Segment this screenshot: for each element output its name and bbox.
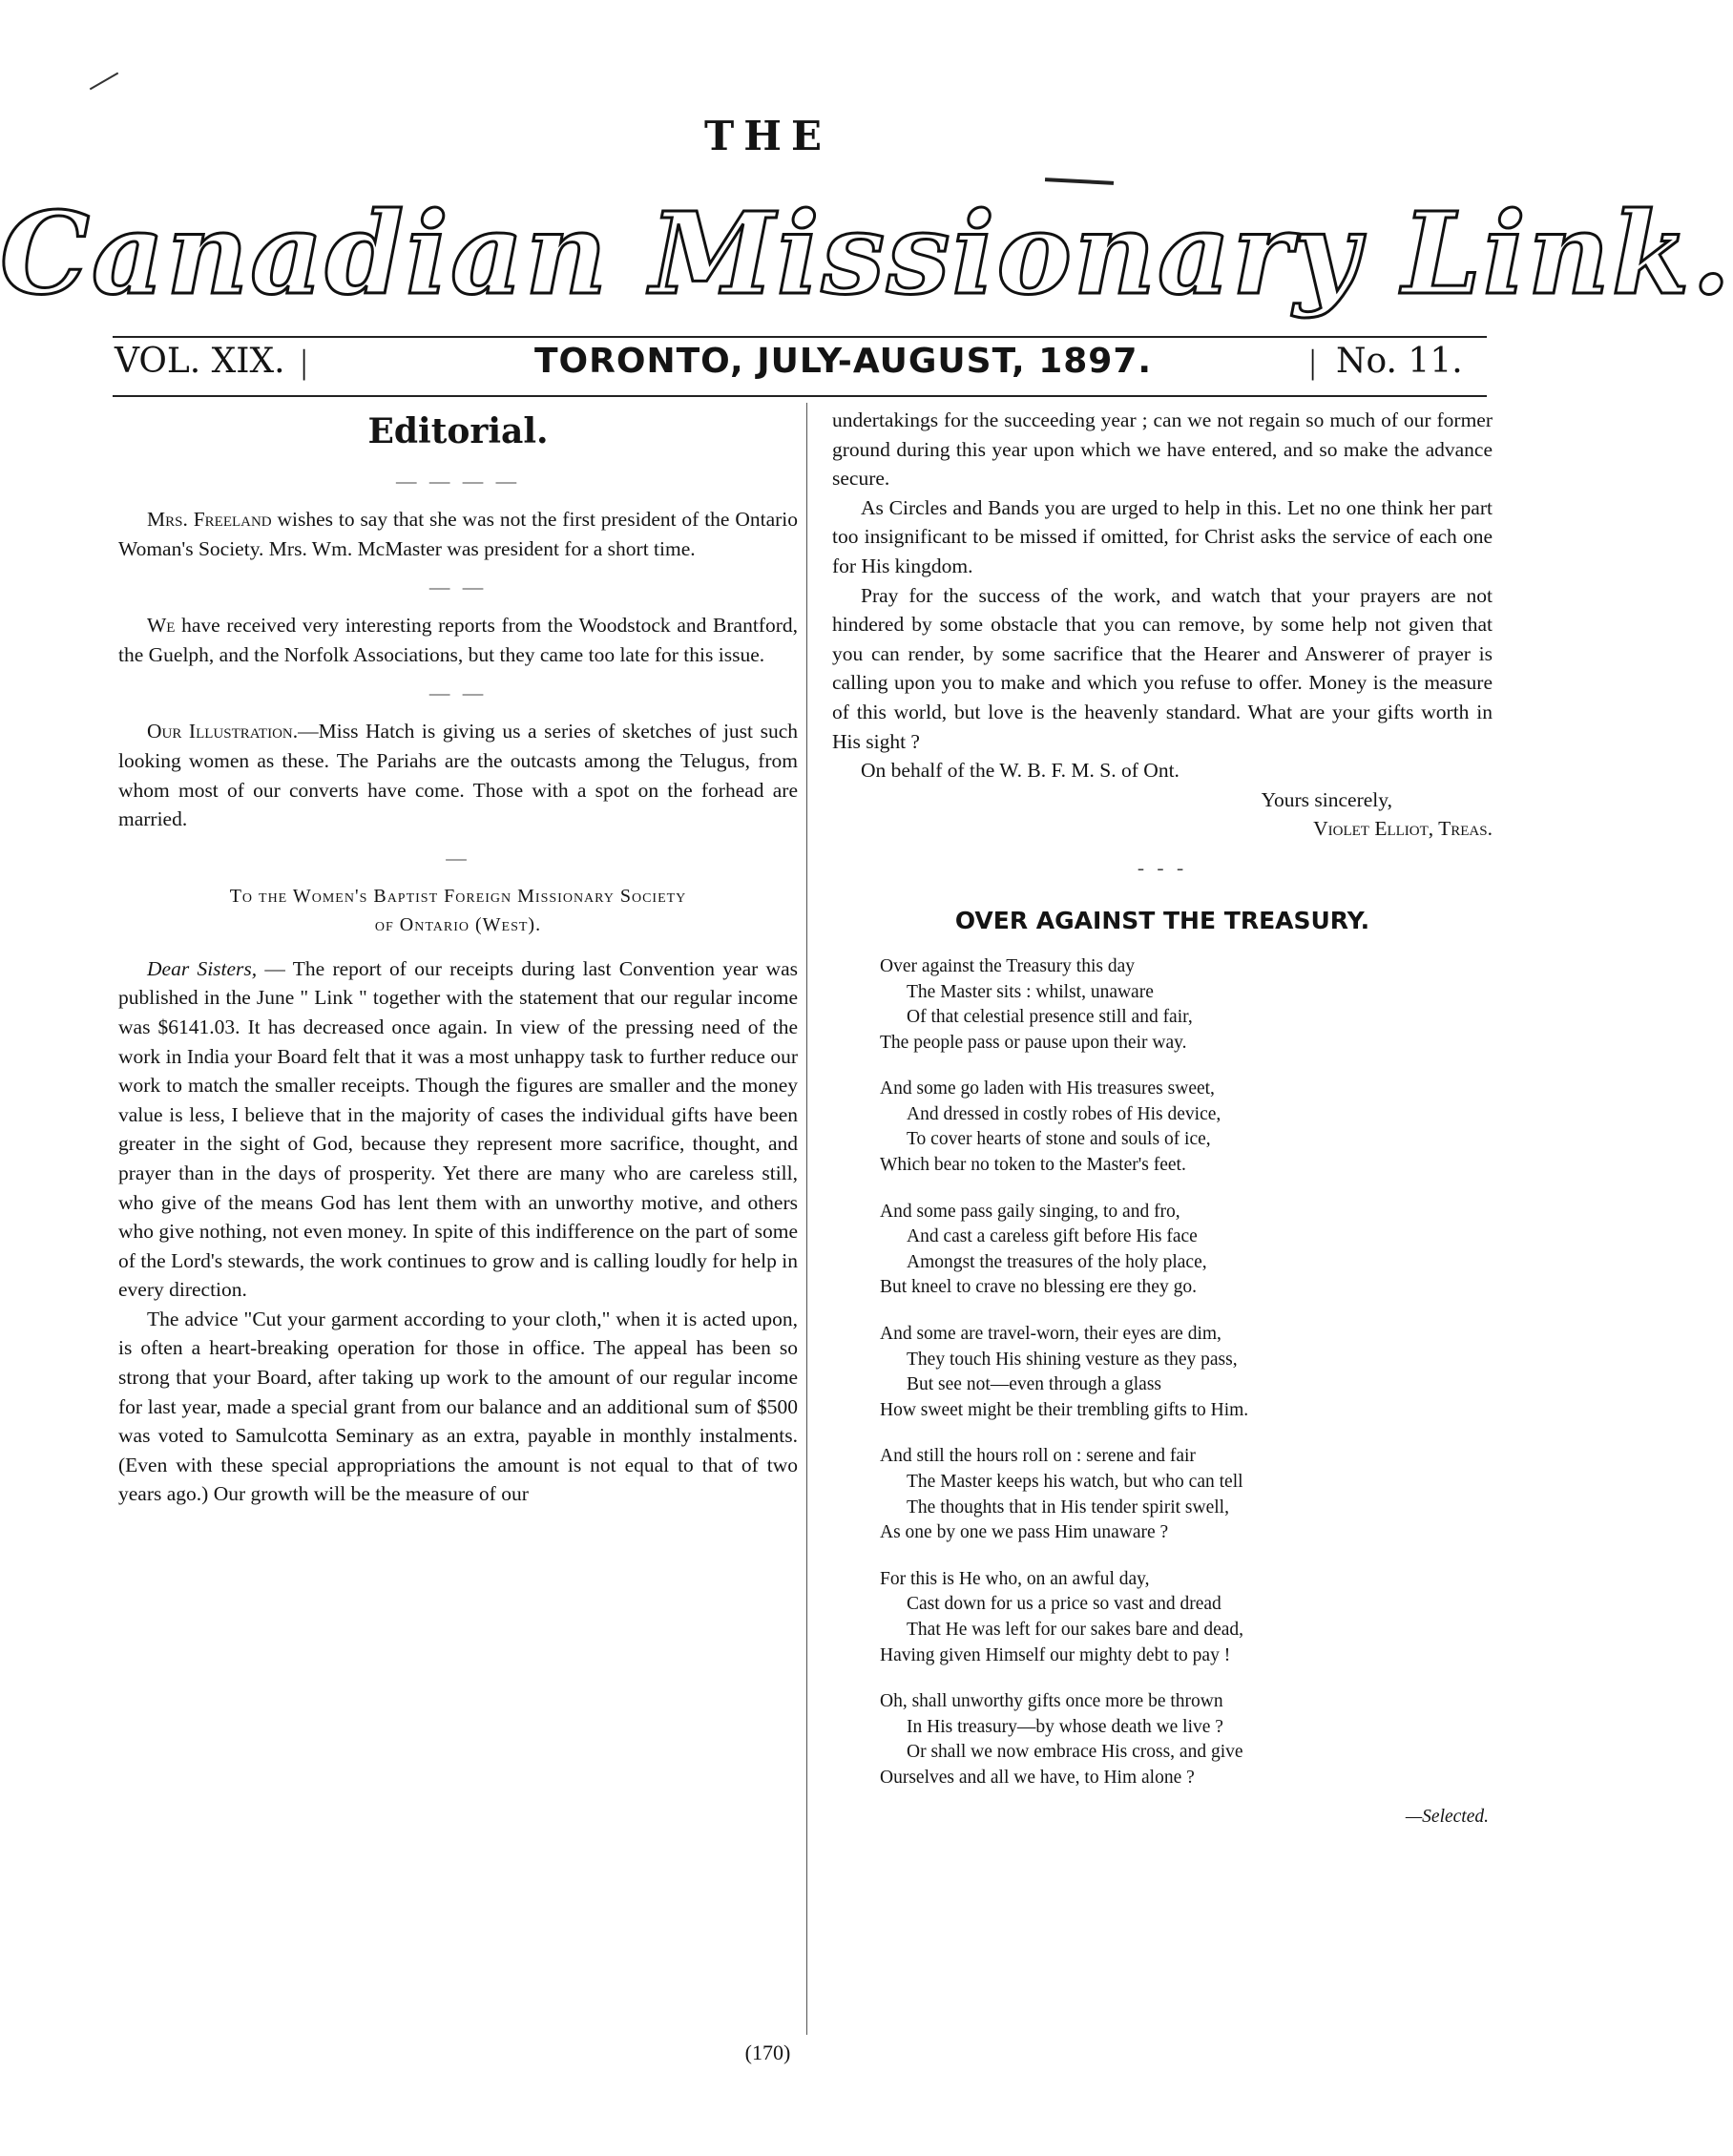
letter-paragraph: [118, 954, 798, 1305]
page-number: (170): [744, 2041, 791, 2064]
poem-line: The Master sits : whilst, unaware: [907, 981, 1154, 1002]
volume-number: VOL. XIX.: [115, 342, 285, 381]
poem-line: And some pass gaily singing, to and fro,: [880, 1201, 1180, 1222]
poem-line: Ourselves and all we have, to Him alone ?: [880, 1767, 1195, 1788]
letter-salutation: Dear Sisters,: [147, 956, 258, 980]
letter-sign-off: Yours sincerely,: [1261, 787, 1392, 811]
poem-line: Or shall we now embrace His cross, and give: [907, 1742, 1243, 1763]
letter-paragraph: As Circles and Bands you are urged to help in this. Let no one think her part too insignificant to be missed if omitted, for Christ asks the service of each one for His kingdom.: [832, 495, 1493, 577]
poem-stanza: [880, 954, 1493, 1056]
poem-line: Amongst the treasures of the holy place,: [907, 1251, 1207, 1272]
pencil-mark: [90, 73, 118, 91]
note-lead: Mrs. Freeland: [147, 508, 272, 531]
masthead-ornament: [1045, 178, 1114, 185]
right-column: [832, 406, 1493, 1832]
poem-line: And some are travel-worn, their eyes are dim,: [880, 1324, 1221, 1345]
poem-line: But kneel to crave no blessing ere they go.: [880, 1277, 1197, 1298]
header-rule-bottom: [113, 395, 1487, 397]
poem-line: They touch His shining vesture as they pass,: [907, 1349, 1238, 1370]
section-divider: — —: [428, 576, 488, 599]
issue-separator-right: |: [1309, 343, 1317, 381]
poem-line: The thoughts that in His tender spirit swell,: [907, 1497, 1229, 1518]
note-text: have received very interesting reports from the Woodstock and Brantford, the Guelph, and the Norfolk Associations, but they came too late for this issue.: [118, 614, 798, 666]
editorial-note-illustration: [118, 717, 798, 833]
poem-stanza: [880, 1567, 1493, 1668]
section-divider: — — — —: [395, 470, 521, 492]
left-column: [118, 406, 798, 1509]
poem-credit: —Selected.: [1405, 1806, 1489, 1827]
note-text: —Miss Hatch is giving us a series of sketches of just such looking women as these. The Pariahs are the outcasts among the Telugus, from whom most of our converts have come. Those with a spot on the forhead are married.: [118, 720, 798, 831]
poem-line: And dressed in costly robes of His device,: [907, 1103, 1221, 1124]
issue-date: TORONTO, JULY-AUGUST, 1897.: [534, 342, 1153, 381]
section-divider: —: [446, 846, 470, 869]
issue-separator-left: |: [301, 343, 308, 381]
address-line: of Ontario (West).: [374, 913, 542, 935]
poem-line: Having given Himself our mighty debt to pay !: [880, 1644, 1231, 1665]
letter-paragraph: The advice "Cut your garment according to your cloth," when it is acted upon, is often a heart-breaking operation for those in office. The appeal has been so strong that your Board, after taking up work to the amount of our regular income for last year, made a special grant from our balance and an additional sum of $500 was voted to Samulcotta Seminary as an extra, payable in monthly instalments. (Even with these special appropriations the amount is not equal to that of two years ago.) Our growth will be the measure of our: [118, 1307, 798, 1506]
poem-line: As one by one we pass Him unaware ?: [880, 1522, 1169, 1543]
section-divider: - - -: [1137, 855, 1188, 879]
poem-line: Of that celestial presence still and fair,: [907, 1007, 1193, 1028]
note-lead: Our Illustration.: [147, 720, 299, 743]
poem-stanza: [880, 1077, 1493, 1178]
column-divider: [806, 403, 807, 2035]
paragraph-text: — The report of our receipts during last Convention year was published in the June " Link " together with the statement that our regular income was $6141.03. It has decreased once again. In view of the pressing need of the work in India your Board felt that it was a most unhappy task to further reduce our work to match the smaller receipts. Though the figures are smaller and the money value is less, I believe that in the majority of cases the individual gifts have been greater in the sight of God, because they represent more sacrifice, thought, and prayer than in the days of prosperity. Yet there are many who are careless still, who give of the means God has lent them with an unworthy motive, and others who give nothing, not even money. In spite of this indifference on the part of some of the Lord's stewards, the work continues to grow and is calling loudly for help in every direction.: [118, 956, 798, 1302]
masthead-the: THE: [704, 113, 831, 159]
poem-stanza: [880, 1322, 1493, 1423]
poem-line: But see not—even through a glass: [907, 1374, 1161, 1395]
poem-line: Over against the Treasury this day: [880, 955, 1136, 976]
poem-line: Which bear no token to the Master's feet.: [880, 1155, 1186, 1176]
poem-line: And cast a careless gift before His face: [907, 1226, 1198, 1247]
editorial-note-reports: [118, 611, 798, 669]
poem-stanza: [880, 1689, 1493, 1790]
letter-signature: Violet Elliot, Treas.: [1313, 817, 1493, 841]
poem-title: OVER AGAINST THE TREASURY.: [954, 906, 1370, 934]
poem-line: That He was left for our sakes bare and dead,: [907, 1619, 1244, 1640]
poem-line: The people pass or pause upon their way.: [880, 1032, 1187, 1053]
editorial-note-freeland: [118, 505, 798, 563]
editorial-heading: Editorial.: [367, 411, 549, 451]
poem-line: For this is He who, on an awful day,: [880, 1568, 1150, 1589]
poem: [880, 954, 1493, 1791]
note-text: wishes to say that she was not the first president of the Ontario Woman's Society. Mrs. Wm. McMaster was president for a short time.: [118, 508, 798, 560]
issue-line: [115, 342, 1489, 391]
poem-line: In His treasury—by whose death we live ?: [907, 1716, 1223, 1737]
masthead-title: Canadian Missionary Link.: [0, 187, 1733, 320]
letter-paragraph: Pray for the success of the work, and watch that your prayers are not hindered by some obstacle that you can remove, by some help not given that you can render, by some sacrifice that the Hearer and Answerer of prayer is calling upon you to make and which you refuse to offer. Money is the measure of this world, but love is the heavenly standard. What are your gifts worth in His sight ?: [832, 583, 1493, 753]
poem-line: How sweet might be their trembling gifts to Him.: [880, 1399, 1249, 1420]
letter-closing: On behalf of the W. B. F. M. S. of Ont.: [861, 759, 1180, 783]
note-lead: We: [147, 614, 176, 638]
poem-line: To cover hearts of stone and souls of ice,: [907, 1129, 1211, 1150]
poem-line: Cast down for us a price so vast and dread: [907, 1594, 1221, 1615]
section-divider: — —: [428, 681, 488, 705]
header-rule-top: [113, 336, 1487, 338]
poem-stanza: [880, 1444, 1493, 1545]
poem-line: And some go laden with His treasures sweet,: [880, 1078, 1215, 1099]
address-line: To the Women's Baptist Foreign Missionary Society: [229, 885, 687, 907]
poem-line: Oh, shall unworthy gifts once more be thrown: [880, 1691, 1223, 1712]
poem-line: And still the hours roll on : serene and fair: [880, 1446, 1196, 1467]
poem-line: The Master keeps his watch, but who can tell: [907, 1472, 1243, 1492]
letter-address: [118, 882, 798, 939]
poem-stanza: [880, 1200, 1493, 1301]
issue-number: No. 11.: [1336, 342, 1463, 381]
letter-paragraph-continued: undertakings for the succeeding year ; can we not regain so much of our former ground during this year upon which we have entered, and so make the advance secure.: [832, 408, 1493, 491]
